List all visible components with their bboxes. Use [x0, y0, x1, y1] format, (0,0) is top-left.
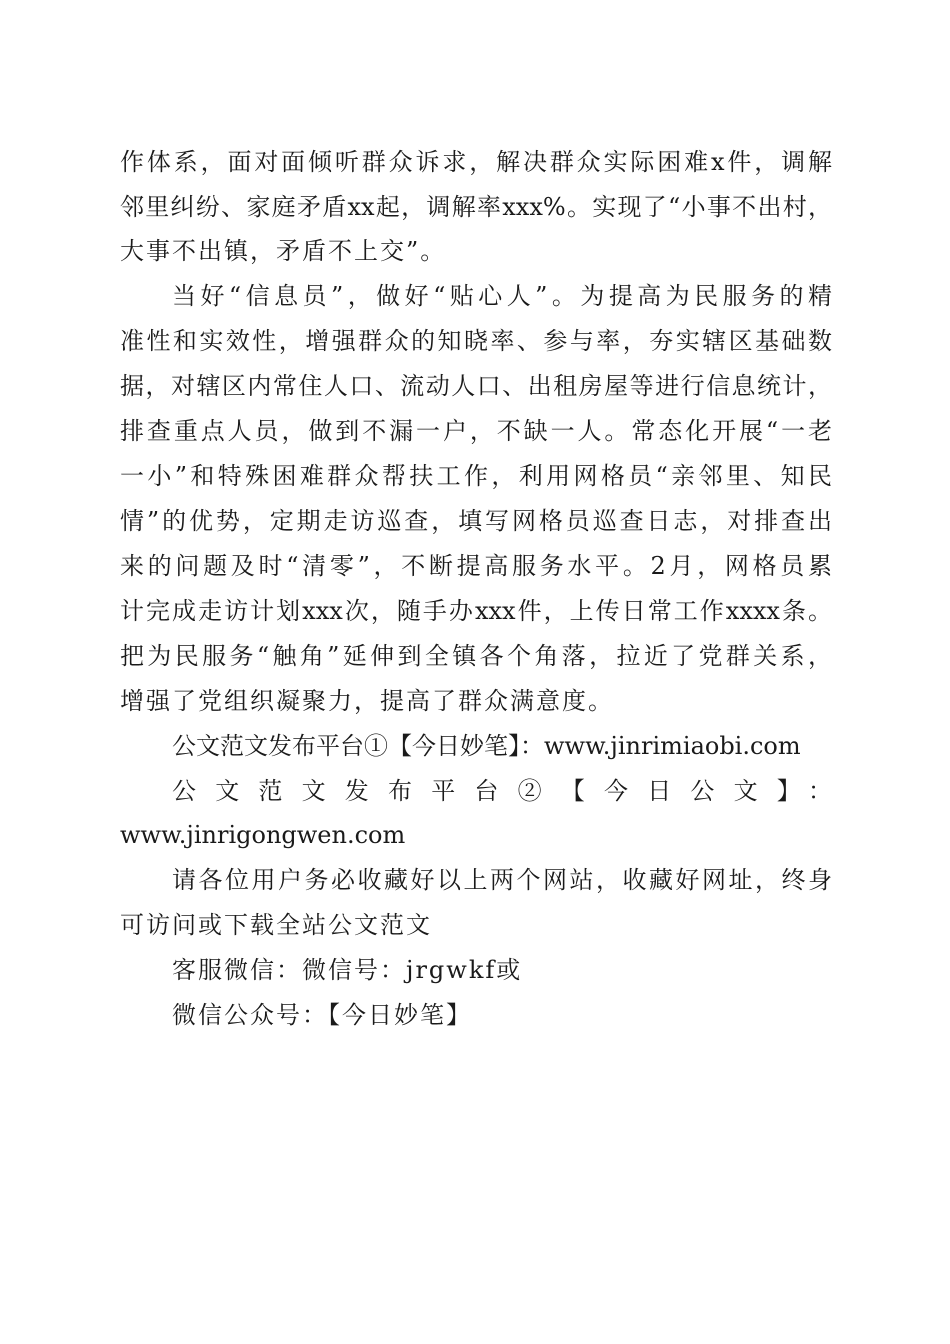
paragraph-2-line-7: 来的问题及时“清零”，不断提高服务水平。2月，网格员累	[120, 552, 832, 580]
paragraph-2-line-9: 把为民服务“触角”延伸到全镇各个角落，拉近了党群关系，	[120, 642, 832, 670]
paragraph-2-line-2: 准性和实效性，增强群众的知晓率、参与率，夯实辖区基础数	[120, 327, 832, 355]
paragraph-2-line-1: 当好“信息员”，做好“贴心人”。为提高为民服务的精	[172, 282, 832, 310]
platform-2-line-1: 公文范文发布平台②【今日公文】：	[172, 777, 832, 805]
paragraph-1-line-3: 大事不出镇，矛盾不上交”。	[120, 237, 447, 265]
platform-2-line-2: www.jinrigongwen.com	[120, 821, 406, 849]
paragraph-2-line-6: 情”的优势，定期走访巡查，填写网格员巡查日志，对排查出	[120, 507, 832, 535]
notice-line-1: 请各位用户务必收藏好以上两个网站，收藏好网址，终身	[172, 866, 832, 894]
paragraph-2-line-4: 排查重点人员，做到不漏一户，不缺一人。常态化开展“一老	[120, 417, 832, 445]
paragraph-1-line-2: 邻里纠纷、家庭矛盾xx起，调解率xxx%。实现了“小事不出村，	[120, 193, 832, 221]
paragraph-1-line-1: 作体系，面对面倾听群众诉求，解决群众实际困难x件，调解	[120, 148, 832, 176]
notice-line-2: 可访问或下载全站公文范文	[120, 911, 432, 939]
paragraph-2-line-3: 据，对辖区内常住人口、流动人口、出租房屋等进行信息统计，	[120, 372, 832, 400]
service-wechat-line: 客服微信：微信号：jrgwkf或	[172, 956, 523, 984]
paragraph-2-line-8: 计完成走访计划xxx次，随手办xxx件，上传日常工作xxxx条。	[120, 597, 832, 625]
platform-1-line: 公文范文发布平台①【今日妙笔】：www.jinrimiaobi.com	[172, 732, 801, 760]
public-account-line: 微信公众号：【今日妙笔】	[172, 1001, 472, 1029]
paragraph-2-line-5: 一小”和特殊困难群众帮扶工作，利用网格员“亲邻里、知民	[120, 462, 832, 490]
paragraph-2-line-10: 增强了党组织凝聚力，提高了群众满意度。	[120, 687, 614, 715]
